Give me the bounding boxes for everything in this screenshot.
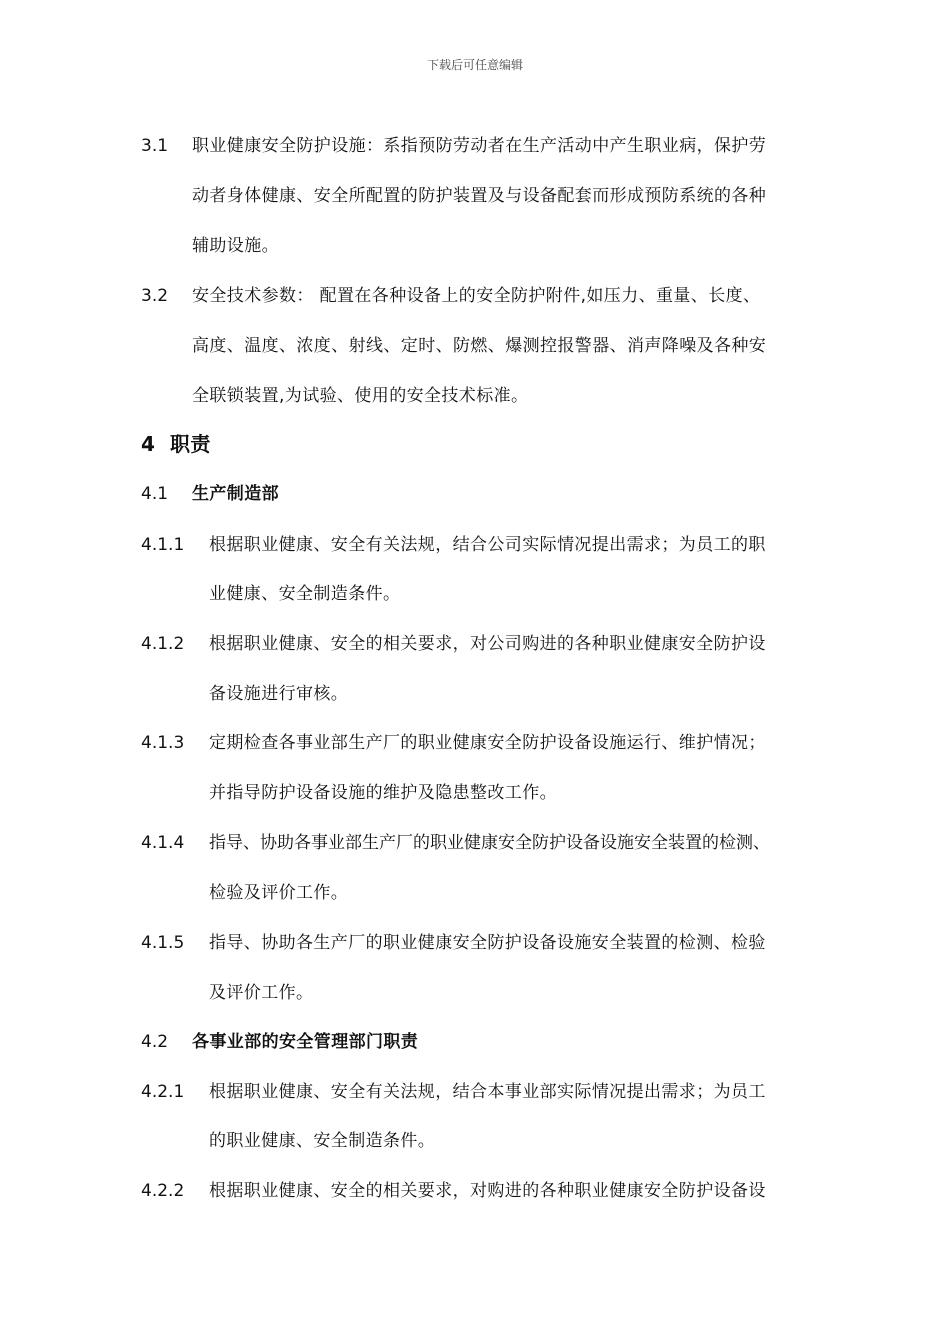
section-number-4-1-3: 4.1.3	[141, 733, 185, 753]
paragraph-line: 业健康、安全制造条件。	[209, 584, 401, 604]
section-number-3-2: 3.2	[141, 286, 169, 306]
paragraph-line: 指导、协助各事业部生产厂的职业健康安全防护设备设施安全装置的检测、	[209, 833, 770, 853]
heading-number-4: 4	[141, 432, 155, 456]
paragraph-line: 并指导防护设备设施的维护及隐患整改工作。	[209, 783, 557, 803]
section-title: 生产制造部	[192, 484, 279, 504]
paragraph-line: 高度、温度、浓度、射线、定时、防燃、爆测控报警器、消声降噪及各种安	[192, 336, 767, 356]
paragraph-line: 指导、协助各生产厂的职业健康安全防护设备设施安全装置的检测、检验	[209, 933, 766, 953]
section-number-4-1-5: 4.1.5	[141, 933, 185, 953]
section-number-4-2-2: 4.2.2	[141, 1181, 185, 1201]
paragraph-line: 检验及评价工作。	[209, 883, 349, 903]
paragraph-line: 动者身体健康、安全所配置的防护装置及与设备配套而形成预防系统的各种	[192, 186, 767, 206]
section-number-4-2-1: 4.2.1	[141, 1082, 185, 1102]
heading-title: 职责	[170, 432, 211, 456]
section-title: 各事业部的安全管理部门职责	[192, 1032, 419, 1052]
paragraph-line: 根据职业健康、安全的相关要求，对购进的各种职业健康安全防护设备设	[209, 1181, 766, 1201]
section-number-4-1: 4.1	[141, 484, 169, 504]
paragraph-line: 全联锁装置,为试验、使用的安全技术标准。	[192, 386, 529, 406]
paragraph-line: 的职业健康、安全制造条件。	[209, 1131, 436, 1151]
paragraph-line: 辅助设施。	[192, 236, 279, 256]
paragraph-line: 根据职业健康、安全的相关要求，对公司购进的各种职业健康安全防护设	[209, 634, 766, 654]
section-number-4-1-4: 4.1.4	[141, 833, 185, 853]
paragraph-line: 安全技术参数： 配置在各种设备上的安全防护附件,如压力、重量、长度、	[192, 286, 761, 306]
section-number-4-1-1: 4.1.1	[141, 535, 185, 555]
paragraph-line: 根据职业健康、安全有关法规，结合公司实际情况提出需求；为员工的职	[209, 535, 766, 555]
paragraph-line: 备设施进行审核。	[209, 684, 349, 704]
page-header: 下载后可任意编辑	[426, 58, 523, 72]
section-number-4-2: 4.2	[141, 1032, 169, 1052]
section-number-3-1: 3.1	[141, 136, 169, 156]
paragraph-line: 定期检查各事业部生产厂的职业健康安全防护设备设施运行、维护情况；	[209, 733, 766, 753]
paragraph-line: 职业健康安全防护设施：系指预防劳动者在生产活动中产生职业病，保护劳	[192, 136, 767, 156]
paragraph-line: 及评价工作。	[209, 983, 314, 1003]
paragraph-line: 根据职业健康、安全有关法规，结合本事业部实际情况提出需求；为员工	[209, 1082, 766, 1102]
section-number-4-1-2: 4.1.2	[141, 634, 185, 654]
